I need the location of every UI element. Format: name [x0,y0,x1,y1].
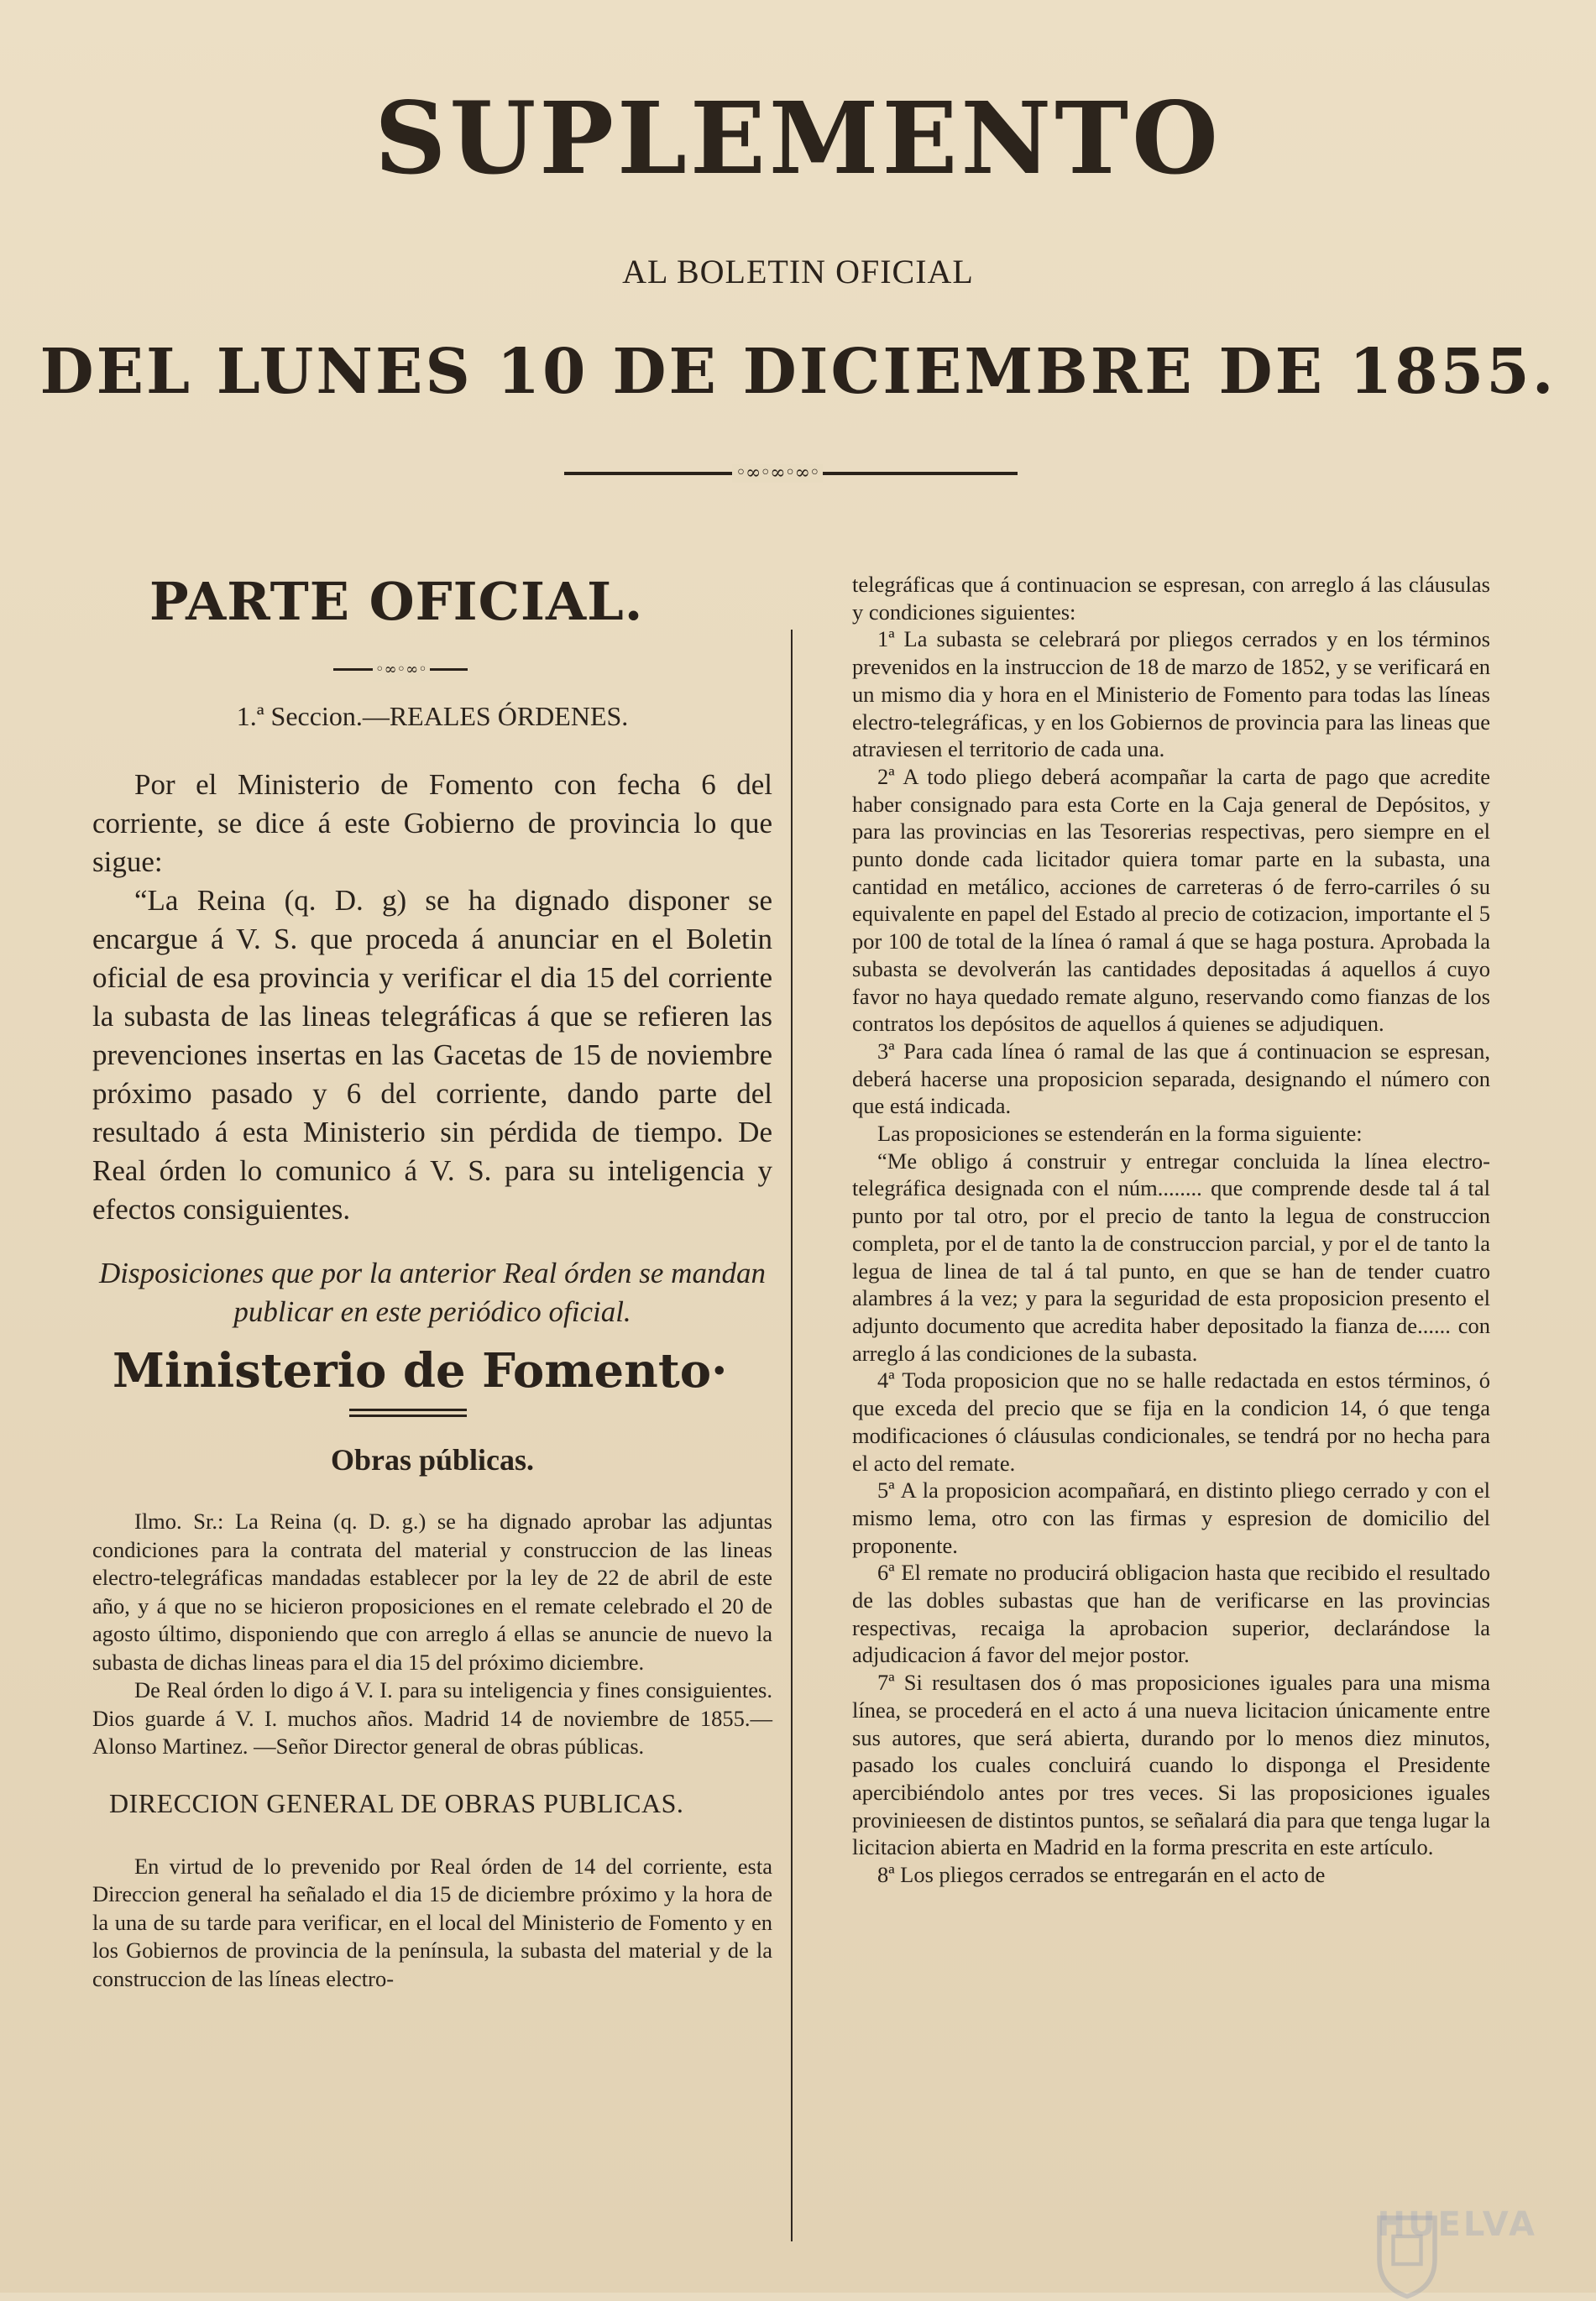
paragraph: Las proposiciones se estenderán en la forma siguiente: [877,1121,1363,1147]
header-ornament: ◦∞◦∞◦∞◦ [564,463,1018,484]
direccion-heading: DIRECCION GENERAL DE OBRAS PUBLICAS. [109,1787,684,1818]
ministerio-heading: Ministerio de Fomento· [113,1343,728,1399]
paragraph: 3ª Para cada línea ó ramal de las que á continuacion se espresan, deberá hacerse una proposicion separada, designando el número con que está indicada. [852,1038,1490,1119]
obras-heading: Obras públicas. [330,1443,535,1477]
masthead-subtitle: AL BOLETIN OFICIAL [622,253,974,290]
section-ornament: ◦∞◦∞◦ [92,657,772,682]
watermark-text: HUELVA [1377,2205,1537,2244]
masthead-title: SUPLEMENTO [374,80,1222,196]
seccion-label: 1.ª Seccion.—REALES ÓRDENES. [236,701,629,731]
masthead-date: DEL LUNES 10 DE DICIEMBRE DE 1855. [39,336,1557,408]
column-divider [791,630,793,2241]
italic-note: Disposiciones que por la anterior Real órden se mandan publicar en este periódico oficial. [99,1257,766,1328]
paragraph: 4ª Toda proposicion que no se halle redactada en estos términos, ó que exceda del precio que se fija en la condicion 14, ó que tenga modificaciones ó cláusulas condicionales, se tendrá por no hecha para el acto del remate. [852,1368,1490,1476]
right-column [852,571,1490,1889]
paragraph: 8ª Los pliegos cerrados se entregarán en el acto de [877,1862,1326,1888]
section-heading: PARTE OFICIAL. [149,571,644,632]
left-column [92,571,772,1993]
paragraph: 6ª El remate no producirá obligacion hasta que recibido el resultado de las dobles subastas que han de verificarse en las provincias respectivas, recaiga la aprobacion superior, declarándose la adjudicacion á favor del mejor postor. [852,1560,1490,1668]
paragraph: De Real órden lo digo á V. I. para su inteligencia y fines consiguientes. Dios guarde á V. I. muchos años. Madrid 14 de noviembre de 1855.— Alonso Martinez. —Señor Director general de obras públicas. [92,1677,772,1759]
paragraph: 7ª Si resultasen dos ó mas proposiciones iguales para una misma línea, se procederá en el acto á una nueva licitacion únicamente entre sus autores, que será abierta, durando por lo menos diez minutos, pasado los cuales concluirá cuando lo disponga el Presidente apercibiéndolo antes por tres veces. Si las proposiciones iguales provinieesen de distintos puntos, se señalará dia para que tenga lugar la licitacion abierta en Madrid en la forma prescrita en este artículo. [852,1670,1490,1860]
paragraph: “Me obligo á construir y entregar concluida la línea electro-telegráfica designada con el núm........ que comprende desde tal á tal punto por tal otro, por el precio de tanto la legua de construccion completa, por el de tanto la de construccion parcial, y por el de tanto la legua de linea de tal á tal punto, en que se han de tender cuatro alambres á la vez; y para la seguridad de esta proposicion presento el adjunto documento que acredita haber depositado la fianza de...... con arreglo á las condiciones de la subasta. [852,1148,1490,1366]
paragraph: Por el Ministerio de Fomento con fecha 6 del corriente, se dice á este Gobierno de provincia lo que sigue: [92,768,772,878]
paragraph: 2ª A todo pliego deberá acompañar la carta de pago que acredite haber consignado para esta Corte en la Caja general de Depósitos, y para las provincias en las Tesorerias respectivas, pero siempre en el punto donde cada licitador quiera tomar parte en la subasta, una cantidad en metálico, acciones de carreteras ó de ferro-carriles ó su equivalente en papel del Estado al precio de cotizacion, importante el 5 por 100 de total de la línea ó ramal á que se haga postura. Aprobada la subasta se devolverán las cantidades depositadas á aquellos á cuyo favor no haya quedado remate alguno, reservando como fianzas de los contratos los depósitos de aquellos á quienes se adjudiquen. [852,763,1490,1037]
paragraph: 5ª A la proposicion acompañará, en distinto pliego cerrado y con el mismo lema, otro con las firmas y espresion de domicilio del proponente. [852,1477,1490,1558]
paragraph: 1ª La subasta se celebrará por pliegos cerrados y en los términos prevenidos en la instruccion de 18 de marzo de 1852, y se verificará en un mismo dia y hora en el Ministerio de Fomento para todas las líneas electro-telegráficas, y en los Gobiernos de provincia para las lineas que atraviesen el territorio de cada una. [852,626,1490,762]
paragraph: telegráficas que á continuacion se espresan, con arreglo á las cláusulas y condiciones siguientes: [852,572,1490,625]
archive-watermark [1353,2205,1537,2272]
paragraph: “La Reina (q. D. g) se ha dignado disponer se encargue á V. S. que proceda á anunciar en el Boletin oficial de esa provincia y verificar el dia 15 del corriente la subasta de las lineas telegráficas á que se refieren las prevenciones insertas en las Gacetas de 15 de noviembre próximo pasado y 6 del corriente, dando parte del resultado á esta Ministerio sin pérdida de tiempo. De Real órden lo comunico á V. S. para su inteligencia y efectos consiguientes. [92,884,772,1226]
paragraph: Ilmo. Sr.: La Reina (q. D. g.) se ha dignado aprobar las adjuntas condiciones para la contrata del material y construccion de las lineas electro-telegráficas mandadas establecer por la ley de 22 de abril de este año, y á que no se hicieron proposiciones en el remate celebrado el 20 de agosto último, disponiendo que con arreglo á ellas se anuncie de nuevo la subasta de dichas lineas para el dia 15 del próximo diciembre. [92,1509,772,1675]
paragraph: En virtud de lo prevenido por Real órden de 14 del corriente, esta Direccion general ha señalado el dia 15 de diciembre próximo y la hora de la una de su tarde para verificar, en el local del Ministerio de Fomento y en los Gobiernos de provincia de la península, la subasta del material y de la construccion de las líneas electro- [92,1853,772,1991]
double-rule [92,1407,772,1420]
